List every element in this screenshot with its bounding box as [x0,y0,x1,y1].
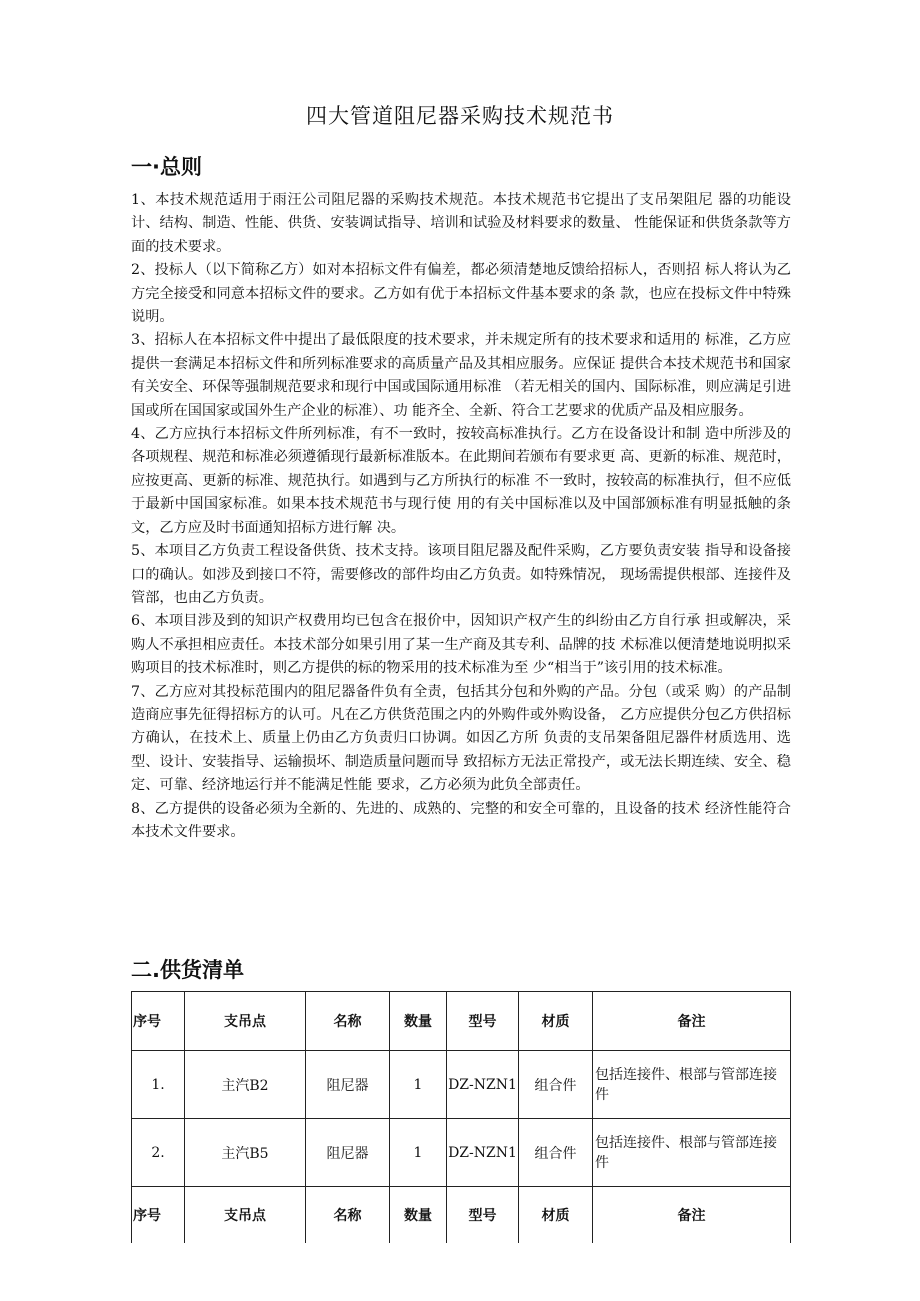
cell-index: 1. [132,1051,185,1119]
general-terms-body [131,189,791,844]
col-header-support-point: 支吊点 [185,992,306,1051]
clause-6: 6、本项目涉及到的知识产权费用均已包含在报价中，因知识产权产生的纠纷由乙方自行承 担或解决，采购人不承担相应责任。本技术部分如果引用了某一生产商及其专利、品牌的技 术标准以便清楚地说明拟采购项目的技术标准时，则乙方提供的标的物采用的技术标准为至 少“相当于”该引用的技术标准。 [131,613,791,677]
col-header-material: 材质 [519,1187,593,1244]
cell-remarks: 包括连接件、根部与管部连接件 [593,1119,791,1187]
cell-material: 组合件 [519,1051,593,1119]
clause-8: 8、乙方提供的设备必须为全新的、先进的、成熟的、完整的和安全可靠的，且设备的技术 经济性能符合本技术文件要求。 [131,800,791,840]
cell-name: 阻尼器 [306,1051,390,1119]
col-header-name: 名称 [306,1187,390,1244]
section-heading-general: 一·总则 [131,155,202,179]
clause-5: 5、本项目乙方负责工程设备供货、技术支持。该项目阻尼器及配件采购，乙方要负责安装 指导和设备接口的确认。如涉及到接口不符，需要修改的部件均由乙方负责。如特殊情况， 现场需提供根部、连接件及管部，也由乙方负责。 [131,543,791,606]
cell-name: 阻尼器 [306,1119,390,1187]
clause-3: 3、招标人在本招标文件中提出了最低限度的技术要求，并未规定所有的技术要求和适用的 标准，乙方应提供一套满足本招标文件和所列标准要求的高质量产品及其相应服务。应保证 提供合本技术规范书和国家有关安全、环保等强制规范要求和现行中国或国际通用标准 （若无相关的国内、国际标准，则应满足引进国或所在国国家或国外生产企业的标准）、功 能齐全、全新、符合工艺要求的优质产品及相应服务。 [131,332,791,419]
col-header-material: 材质 [519,992,593,1051]
clause-1: 1、本技术规范适用于雨汪公司阻尼器的采购技术规范。本技术规范书它提出了支吊架阻尼 器的功能设计、结构、制造、性能、供货、安装调试指导、培训和试验及材料要求的数量、 性能保证和供货条款等方面的技术要求。 [131,192,791,255]
section-heading-supply-list: 二.供货清单 [131,958,244,982]
clause-2: 2、投标人（以下简称乙方）如对本招标文件有偏差，都必须清楚地反馈给招标人，否则招 标人将认为乙方完全接受和同意本招标文件的要求。乙方如有优于本招标文件基本要求的条 款，也应在投标文件中特殊说明。 [131,262,791,326]
cell-remarks: 包括连接件、根部与管部连接件 [593,1051,791,1119]
col-header-index: 序号 [132,1187,185,1244]
document-title: 四大管道阻尼器采购技术规范书 [306,104,614,128]
table-header-row [132,992,791,1051]
cell-support-point: 主汽B2 [185,1051,306,1119]
clause-7: 7、乙方应对其投标范围内的阻尼器备件负有全责，包括其分包和外购的产品。分包（或采 购）的产品制造商应事先征得招标方的认可。凡在乙方供货范围之内的外购件或外购设备， 乙方应提供分包乙方供招标方确认，在技术上、质量上仍由乙方负责归口协调。如因乙方所 负责的支吊架备阻尼器件材质选用、选型、设计、安装指导、运输损坏、制造质量问题而导 致招标方无法正常投产，或无法长期连续、安全、稳定、可靠、经济地运行并不能满足性能 要求，乙方必须为此负全部责任。 [131,683,791,794]
col-header-model: 型号 [447,1187,519,1244]
supply-list-table [131,991,791,1243]
cell-material: 组合件 [519,1119,593,1187]
table-row [132,1051,791,1119]
cell-quantity: 1 [390,1051,447,1119]
cell-model: DZ-NZN1 [447,1051,519,1119]
cell-quantity: 1 [390,1119,447,1187]
col-header-remarks: 备注 [593,1187,791,1244]
table-row [132,1119,791,1187]
col-header-quantity: 数量 [390,1187,447,1244]
col-header-name: 名称 [306,992,390,1051]
table-header-row-repeat [132,1187,791,1244]
cell-model: DZ-NZN1 [447,1119,519,1187]
col-header-support-point: 支吊点 [185,1187,306,1244]
clause-4: 4、乙方应执行本招标文件所列标准，有不一致时，按较高标准执行。乙方在设备设计和制 造中所涉及的各项规程、规范和标准必须遵循现行最新标准版本。在此期间若颁布有要求更 高、更新的标准、规范时，应按更高、更新的标准、规范执行。如遇到与乙方所执行的标准 不一致时，按较高的标准执行，但不应低于最新中国国家标准。如果本技术规范书与现行使 用的有关中国标准以及中国部颁标准有明显抵触的条文，乙方应及时书面通知招标方进行解 决。 [131,426,791,536]
col-header-remarks: 备注 [593,992,791,1051]
cell-index: 2. [132,1119,185,1187]
col-header-quantity: 数量 [390,992,447,1051]
cell-support-point: 主汽B5 [185,1119,306,1187]
col-header-index: 序号 [132,992,185,1051]
col-header-model: 型号 [447,992,519,1051]
